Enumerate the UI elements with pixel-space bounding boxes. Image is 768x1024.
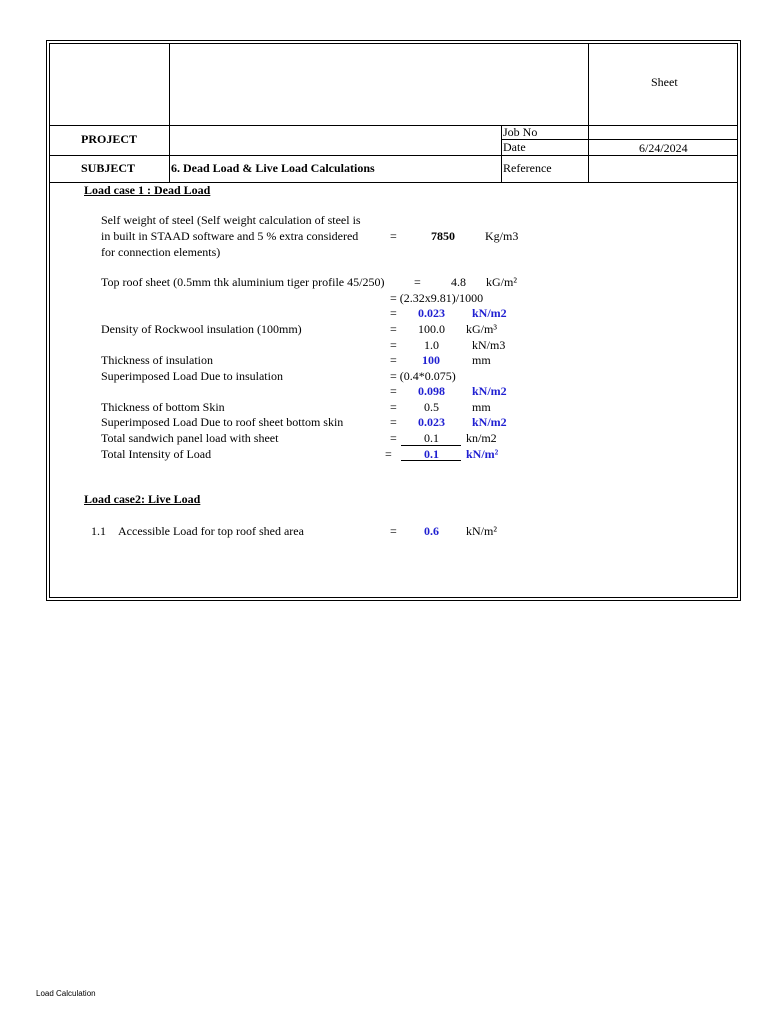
roof-sheet-eq: = (414, 275, 421, 289)
self-weight-line3: for connection elements) (101, 245, 221, 259)
subject-label: SUBJECT (81, 161, 136, 175)
rockwool-eq: = (390, 322, 397, 336)
rockwool-eq2: = (390, 338, 397, 352)
date-label: Date (503, 140, 526, 154)
header-rule-1 (49, 125, 738, 126)
live-load-eq: = (390, 524, 397, 538)
rockwool-label: Density of Rockwool insulation (100mm) (101, 322, 302, 336)
total-intensity-value: 0.1 (424, 447, 439, 461)
bottom-skin-value: 0.5 (424, 400, 439, 414)
self-weight-value: 7850 (431, 229, 455, 243)
roof-sheet-result-eq: = (390, 306, 397, 320)
roof-sheet-result-value: 0.023 (418, 306, 445, 320)
bottom-skin-unit: mm (472, 400, 491, 414)
live-load-value: 0.6 (424, 524, 439, 538)
live-load-unit: kN/m² (466, 524, 497, 538)
total-intensity-unit: kN/m² (466, 447, 499, 461)
rockwool-unit: kG/m³ (466, 322, 497, 336)
total-intensity-underline (401, 460, 461, 461)
project-label: PROJECT (81, 132, 138, 146)
bottom-skin-load-unit: kN/m2 (472, 415, 507, 429)
rockwool-unit2: kN/m3 (472, 338, 506, 352)
sandwich-total-value: 0.1 (424, 431, 439, 445)
dead-load-heading: Load case 1 : Dead Load (84, 183, 211, 197)
insulation-load-formula: = (0.4*0.075) (390, 369, 456, 383)
insulation-load-value: 0.098 (418, 384, 445, 398)
bottom-skin-label: Thickness of bottom Skin (101, 400, 225, 414)
live-load-item-no: 1.1 (91, 524, 106, 538)
job-no-label: Job No (503, 125, 538, 139)
self-weight-line1: Self weight of steel (Self weight calculation of steel is (101, 213, 361, 227)
header-divider-3 (501, 125, 502, 182)
insulation-load-label: Superimposed Load Due to insulation (101, 369, 283, 383)
total-intensity-eq: = (385, 447, 392, 461)
header-rule-2 (501, 139, 738, 140)
footer-sheet-name: Load Calculation (36, 989, 96, 998)
sheet-inner-border (49, 43, 738, 598)
insulation-thickness-eq: = (390, 353, 397, 367)
self-weight-eq: = (390, 229, 397, 243)
date-value: 6/24/2024 (639, 141, 688, 155)
sandwich-total-eq: = (390, 431, 397, 445)
rockwool-value2: 1.0 (424, 338, 439, 352)
self-weight-line2: in built in STAAD software and 5 % extra considered (101, 229, 359, 243)
header-divider-1 (169, 43, 170, 182)
roof-sheet-value: 4.8 (451, 275, 466, 289)
live-load-label: Accessible Load for top roof shed area (118, 524, 304, 538)
total-intensity-label: Total Intensity of Load (101, 447, 212, 461)
bottom-skin-load-value: 0.023 (418, 415, 445, 429)
insulation-thickness-label: Thickness of insulation (101, 353, 213, 367)
self-weight-unit: Kg/m3 (485, 229, 519, 243)
bottom-skin-load-eq: = (390, 415, 397, 429)
bottom-skin-eq: = (390, 400, 397, 414)
insulation-load-unit: kN/m2 (472, 384, 507, 398)
rockwool-value: 100.0 (418, 322, 445, 336)
live-load-heading: Load case2: Live Load (84, 492, 201, 506)
bottom-skin-load-label: Superimposed Load Due to roof sheet bottom skin (101, 415, 344, 429)
roof-sheet-formula: = (2.32x9.81)/1000 (390, 291, 484, 305)
calculation-sheet (46, 40, 741, 601)
subject-value: 6. Dead Load & Live Load Calculations (171, 161, 375, 175)
insulation-thickness-value: 100 (422, 353, 440, 367)
sandwich-total-underline (401, 445, 461, 446)
roof-sheet-unit: kG/m² (486, 275, 517, 289)
reference-label: Reference (503, 161, 552, 175)
sandwich-total-label: Total sandwich panel load with sheet (101, 431, 279, 445)
header-rule-3 (49, 155, 738, 156)
roof-sheet-label: Top roof sheet (0.5mm thk aluminium tiger profile 45/250) (101, 275, 385, 289)
header-divider-2 (588, 43, 589, 182)
sheet-label: Sheet (651, 75, 678, 89)
roof-sheet-result-unit: kN/m2 (472, 306, 507, 320)
insulation-thickness-unit: mm (472, 353, 491, 367)
sandwich-total-unit: kn/m2 (466, 431, 497, 445)
insulation-load-eq: = (390, 384, 397, 398)
